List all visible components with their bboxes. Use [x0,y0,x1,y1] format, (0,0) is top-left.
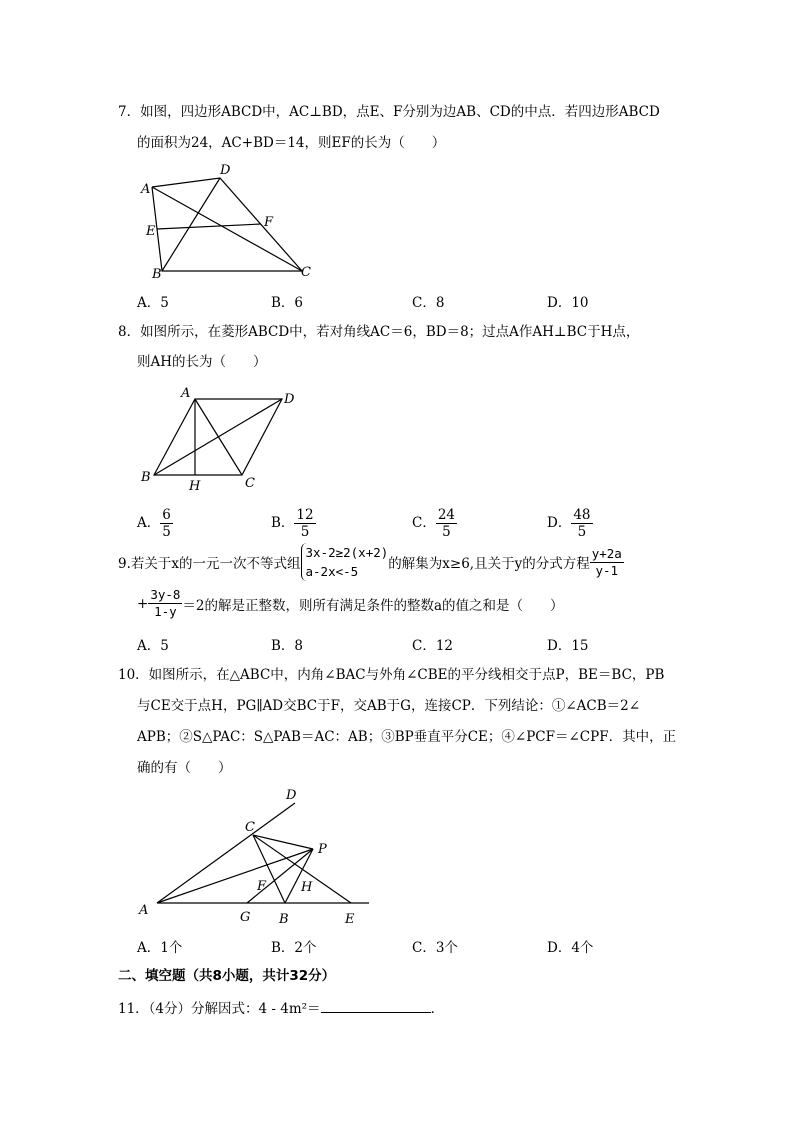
section-title-fill-in: 二、填空题（共8小题，共计32分） [118,968,336,984]
q7-label-a: A [141,182,151,197]
q10-line1: 10．如图所示，在△ABC中，内角∠BAC与外角∠CBE的平分线相交于点P，BE＝BC，PB [118,667,665,683]
q11-answer-blank[interactable] [321,998,431,1013]
q9-option-a: A．5 [137,638,169,654]
q10-label-b: B [279,912,289,927]
q8-diagonal-bd [154,399,282,475]
q7-option-d: D．10 [547,295,589,311]
q8-label-a: A [181,386,191,401]
q8-label-d: D [284,392,295,407]
q8-figure [138,385,303,495]
q10-line2: 与CE交于点H，PG∥AD交BC于F，交AB于G，连接CP．下列结论：①∠ACB＝2∠ [137,698,641,714]
q7-figure [140,160,320,280]
q8-option-a: A． $\frac{6}{5}$ [137,507,171,540]
q10-label-d: D [286,788,297,803]
q7-line1: 7．如图，四边形ABCD中，AC⊥BD，点E、F分别为边AB、CD的中点．若四边形ABCD [118,104,660,120]
q7-option-b: B．6 [271,295,304,311]
q10-segment-cp [253,835,313,849]
q9-line2: + $\frac{3y-8}{1-y}$ ＝2的解是正整数，则所有满足条件的整数a的值之和是（ ） [137,587,564,619]
q7-line2: 的面积为24，AC+BD＝14，则EF的长为（ ） [137,135,446,151]
q8-label-b: B [141,470,151,485]
q10-option-c: C．3个 [412,940,458,956]
q10-option-d: D．4个 [547,940,594,956]
q9-option-d: D．15 [547,638,589,654]
q7-label-e: E [146,224,156,239]
q8-line1: 8．如图所示，在菱形ABCD中，若对角线AC＝6，BD＝8；过点A作AH⊥BC于H点， [118,324,640,340]
q10-label-a: A [139,903,149,918]
q10-option-a: A．1个 [137,940,183,956]
q10-option-b: B．2个 [271,940,317,956]
q10-line3: APB；②S△PAC：S△PAB＝AC：AB；③BP垂直平分CE；④∠PCF＝∠CPF．其中，正 [137,729,677,745]
q8-option-d: D． $\frac{48}{5}$ [547,507,591,540]
q7-segment-ef [157,224,261,229]
q7-label-b: B [152,267,162,280]
q9-line1: 9.若关于x的一元一次不等式组 3x-2≥2(x+2) a-2x<-5 的解集为x≥6,且关于y的分式方程 $\frac{y+2a}{y-1}$ [118,545,622,579]
q8-label-h: H [189,479,201,494]
q7-diagonal-bd [162,178,220,271]
q9-inequality-system: 3x-2≥2(x+2) a-2x<-5 [301,543,389,581]
q9-option-b: B．8 [271,638,304,654]
q7-label-c: C [301,265,311,280]
q7-diagonal-ac [152,187,302,271]
q7-quadrilateral [152,178,302,271]
q10-label-g: G [240,910,251,925]
q8-line2: 则AH的长为（ ） [137,354,267,370]
q7-label-d: D [220,163,231,178]
q8-option-c: C． $\frac{24}{5}$ [412,507,456,540]
q10-label-p: P [318,842,327,857]
q9-option-c: C．12 [412,638,454,654]
q10-label-h: H [301,880,313,895]
q7-option-c: C．8 [412,295,445,311]
q10-label-e: E [345,912,355,927]
q8-option-b: B． $\frac{12}{5}$ [271,507,314,540]
q10-label-f: F [257,879,267,894]
q10-label-c: C [245,820,255,835]
q10-figure [135,780,380,930]
q11-line: 11．（4分）分解因式：4 - 4m²＝ ． [118,998,444,1019]
q10-line4: 确的有（ ） [137,760,232,776]
q7-option-a: A．5 [137,295,169,311]
q10-ray-ad [157,803,295,903]
q7-label-f: F [264,215,274,230]
q8-label-c: C [245,476,255,491]
